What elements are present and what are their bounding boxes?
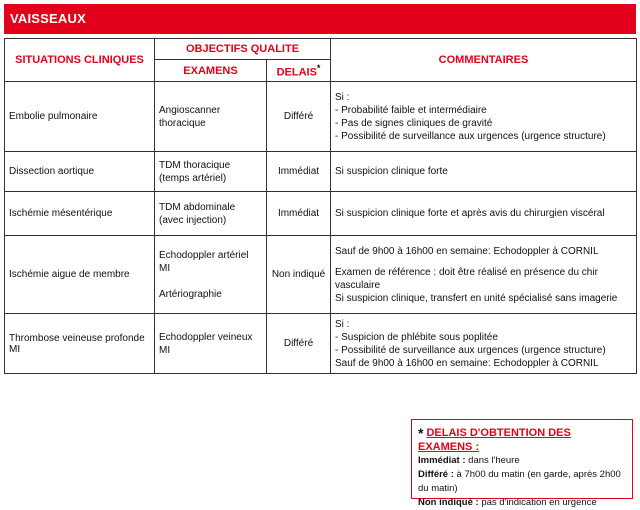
section-title: VAISSEAUX [4,4,636,34]
cell-examen: Echodoppler veineux MI [155,314,267,374]
cell-situation: Embolie pulmonaire [5,82,155,152]
legend-term: Immédiat : [418,455,466,466]
cell-delai: Non indiqué [267,236,331,314]
legend-star: * [418,425,424,441]
legend-item [418,454,626,468]
comment-line: - Suspicion de phlébite sous poplitée [335,331,498,343]
comment-line: Si suspicion clinique forte [335,166,448,177]
legend-desc: pas d'indication en urgence [478,497,597,508]
cell-examen: Angioscanner thoracique [155,82,267,152]
comment-line: - Pas de signes cliniques de gravité [335,117,493,129]
cell-delai: Immédiat [267,152,331,192]
comment-line: Si suspicion clinique forte et après avis du chirurgien viscéral [335,208,605,219]
table-row [5,152,637,192]
legend-item [418,496,626,510]
cell-commentaire [331,314,637,374]
legend-desc: à 7h00 du matin (en garde, après 2h00 du matin) [418,469,621,494]
comment-line: - Possibilité de surveillance aux urgences (urgence structure) [335,344,606,356]
header-situations: SITUATIONS CLINIQUES [5,39,155,82]
comment-line: Si suspicion clinique, transfert en unité spécialisé sans imagerie [335,292,618,304]
header-commentaires: COMMENTAIRES [331,39,637,82]
table-row [5,314,637,374]
legend-item [418,468,626,496]
legend-title-text: DELAIS D'OBTENTION DES EXAMENS : [418,427,571,453]
cell-situation: Ischémie mésentérique [5,192,155,236]
comment-line: Sauf de 9h00 à 16h00 en semaine: Echodoppler à CORNIL [335,357,599,369]
comment-line: - Possibilité de surveillance aux urgences (urgence structure) [335,130,606,142]
table-row [5,192,637,236]
header-delais-mark: * [316,62,321,73]
cell-commentaire [331,192,637,236]
header-row-1 [5,39,637,60]
cell-delai: Différé [267,82,331,152]
header-examens: EXAMENS [155,60,267,82]
cell-commentaire [331,82,637,152]
comment-line: - Probabilité faible et intermédiaire [335,104,487,116]
legend-title [418,426,626,454]
legend-term: Non indiqué : [418,497,479,508]
table-row [5,236,637,314]
cell-situation: Ischémie aigue de membre [5,236,155,314]
comment-spacer [335,258,632,266]
cell-situation: Thrombose veineuse profonde MI [5,314,155,374]
delay-legend [411,419,633,508]
table-row [5,82,637,152]
cell-delai: Différé [267,314,331,374]
cell-delai: Immédiat [267,192,331,236]
header-delais-label: DELAIS [276,66,317,79]
legend-desc: dans l'heure [465,455,520,466]
cell-commentaire [331,152,637,192]
cell-situation: Dissection aortique [5,152,155,192]
header-delais [267,60,331,82]
comment-line: Si : [335,91,350,103]
legend-term: Différé : [418,469,454,480]
clinical-table [4,38,637,374]
cell-examen: TDM abdominale (avec injection) [155,192,267,236]
comment-line: Examen de référence : doit être réalisé en présence du chir vasculaire [335,266,598,291]
comment-line: Sauf de 9h00 à 16h00 en semaine: Echodoppler à CORNIL [335,245,599,257]
comment-line: Si : [335,318,350,330]
cell-commentaire [331,236,637,314]
header-objectifs: OBJECTIFS QUALITE [155,39,331,60]
cell-examen: TDM thoracique (temps artériel) [155,152,267,192]
cell-examen: Echodoppler artériel MI Artériographie [155,236,267,314]
